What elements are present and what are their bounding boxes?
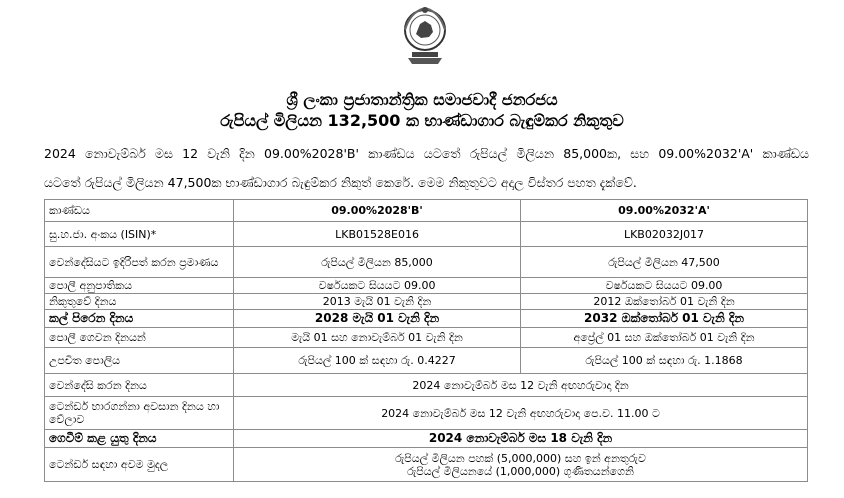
row-label: ටෙන්ඩර් සඳහා අවම මුදල — [45, 448, 234, 482]
series-b-cell: රුපියල් 100 ක් සඳහා රු. 1.1868 — [521, 348, 808, 374]
table-row — [45, 328, 808, 348]
intro-line1: 2024 නොවැම්බර් මස 12 වැනි දින 09.00%2028'B' කාණ්ඩය යටතේ රුපියල් මිලියන 85,000ක, සහ 09.00%2032'A' කාණ්ඩය — [44, 146, 809, 161]
row-label: උපචිත පොලිය — [45, 348, 234, 374]
series-a-cell: 09.00%2028'B' — [234, 200, 521, 222]
row-label: වෙන්දේසියට ඉදිරිපත් කරන ප්‍රමාණය — [45, 247, 234, 278]
page-title-line1: ශ්‍රී ලංකා ප්‍රජාතාන්ත්‍රික සමාජවාදී ජනරජය — [286, 90, 558, 109]
table-row — [45, 247, 808, 278]
row-label: කල් පිරෙන දිනය — [45, 310, 234, 328]
table-row — [45, 278, 808, 294]
table-row — [45, 310, 808, 328]
intro-line2: යටතේ රුපියල් මිලියන 47,500ක භාණ්ඩාගාර බැඳුම්කර නිකුත් කෙරේ. මෙම නිකුතුවට අදාල විස්තර පහත දැක්වේ. — [44, 175, 637, 190]
table-row — [45, 222, 808, 247]
series-a-cell: වර්ෂයකට සියයට 09.00 — [234, 278, 521, 294]
table-row — [45, 430, 808, 448]
series-b-cell: 2032 ඔක්තෝබර් 01 වැනි දින — [521, 310, 808, 328]
min-bid-line1: රුපියල් මිලියන පහක් (5,000,000) සහ ඉන් අනතුරුව — [395, 451, 646, 465]
sri-lanka-emblem — [402, 4, 448, 66]
table-row — [45, 397, 808, 430]
table-row — [45, 448, 808, 482]
row-label: පොලී ගෙවන දිනයන් — [45, 328, 234, 348]
table-row — [45, 200, 808, 222]
series-a-cell: 2028 මැයි 01 වැනි දින — [234, 310, 521, 328]
table-row — [45, 348, 808, 374]
series-b-cell: අප්‍රේල් 01 සහ ඔක්තෝබර් 01 වැනි දින — [521, 328, 808, 348]
series-a-cell: රුපියල් මිලියන 85,000 — [234, 247, 521, 278]
table-row — [45, 374, 808, 397]
row-label: වෙන්දේසි කරන දිනය — [45, 374, 234, 397]
row-label: ටෙන්ඩර් භාරගන්නා අවසාන දිනය හා වේලාව — [45, 397, 234, 430]
series-b-cell: LKB02032J017 — [521, 222, 808, 247]
series-a-cell: LKB01528E016 — [234, 222, 521, 247]
row-label: නිකුතුවේ දිනය — [45, 294, 234, 310]
min-bid-cell — [234, 448, 808, 482]
row-label: කාණ්ඩය — [45, 200, 234, 222]
row-label: සු.හ.ජා. අංකය (ISIN)* — [45, 222, 234, 247]
row-label: ගෙවීම් කළ යුතු දිනය — [45, 430, 234, 448]
tender-close-cell: 2024 නොවැම්බර් මස 12 වැනි අඟහරුවාදා පෙ.ව. 11.00 ට — [234, 397, 808, 430]
page-title-line2: රුපියල් මිලියන 132,500 ක භාණ්ඩාගාර බැඳුම්කර නිකුතුව — [220, 111, 624, 130]
series-b-cell: රුපියල් මිලියන 47,500 — [521, 247, 808, 278]
table-row — [45, 294, 808, 310]
row-label: පොලී අනුපාතිකය — [45, 278, 234, 294]
series-a-cell: 2013 මැයි 01 වැනි දින — [234, 294, 521, 310]
series-b-cell: වර්ෂයකට සියයට 09.00 — [521, 278, 808, 294]
bond-details-table — [44, 199, 808, 482]
series-a-cell: මැයි 01 සහ නොවැම්බර් 01 වැනි දින — [234, 328, 521, 348]
series-a-cell: රුපියල් 100 ක් සඳහා රු. 0.4227 — [234, 348, 521, 374]
min-bid-line2: රුපියල් මිලියනයේ (1,000,000) ගුණිතයන්ගෙනි — [407, 464, 634, 478]
series-b-cell: 09.00%2032'A' — [521, 200, 808, 222]
auction-date-cell: 2024 නොවැම්බර් මස 12 වැනි අඟහරුවාදා දින — [234, 374, 808, 397]
settlement-date-cell: 2024 නොවැම්බර් මස 18 වැනි දින — [234, 430, 808, 448]
series-b-cell: 2012 ඔක්තෝබර් 01 වැනි දින — [521, 294, 808, 310]
